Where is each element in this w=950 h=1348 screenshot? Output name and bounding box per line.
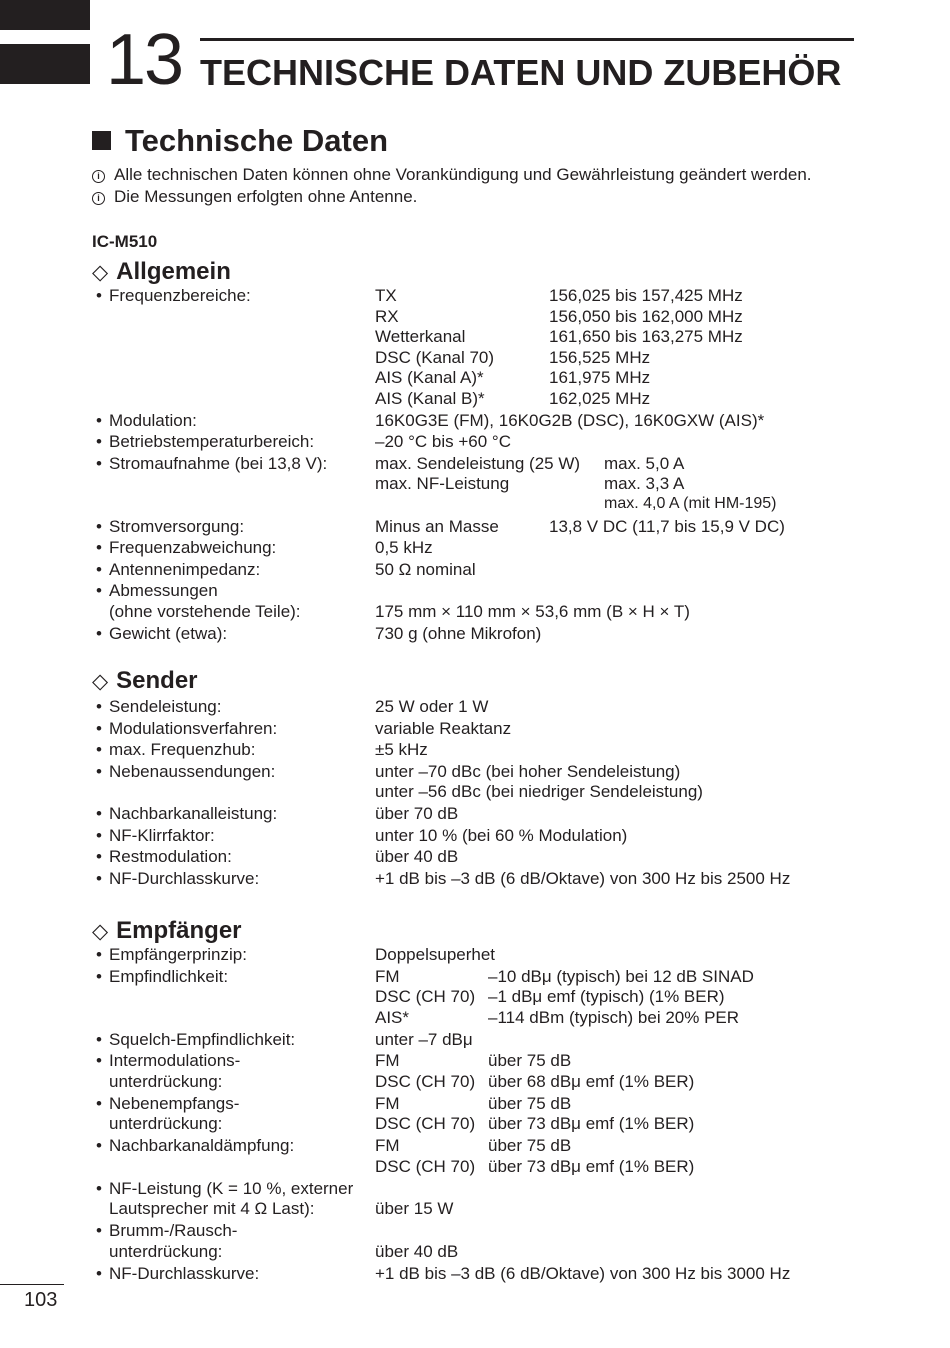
spec-row xyxy=(96,1221,876,1242)
spec-value: max. NF-Leistung xyxy=(375,474,510,493)
spec-label: Gewicht (etwa): xyxy=(109,623,228,643)
spec-label: Frequenzbereiche: xyxy=(109,286,251,305)
spec-label: Empfindlichkeit: xyxy=(109,966,229,986)
spec-key: AIS* xyxy=(375,1007,410,1027)
spec-label: (ohne vorstehende Teile): xyxy=(109,601,301,621)
spec-row xyxy=(96,1136,876,1157)
bullet-icon: • xyxy=(96,453,102,473)
bullet-icon: • xyxy=(96,538,102,557)
freq-key: Wetterkanal xyxy=(375,327,466,346)
spec-block-allgemein xyxy=(96,286,876,645)
spec-key: FM xyxy=(375,966,400,986)
bullet-icon: • xyxy=(96,868,102,888)
spec-row xyxy=(96,432,876,454)
diamond-icon: ◇ xyxy=(92,261,109,284)
spec-key: FM xyxy=(375,1093,400,1113)
notes xyxy=(92,164,812,208)
spec-row xyxy=(96,495,876,517)
spec-label: NF-Klirrfaktor: xyxy=(109,825,215,845)
spec-label: Stromversorgung: xyxy=(109,516,245,536)
bullet-icon: • xyxy=(96,1093,102,1113)
spec-row xyxy=(96,762,876,783)
spec-value: über 40 dB xyxy=(375,847,459,866)
bullet-icon: • xyxy=(96,286,102,305)
spec-row xyxy=(96,1242,876,1264)
spec-key: FM xyxy=(375,1136,400,1155)
spec-block-empfaenger xyxy=(96,945,876,1285)
freq-value: 161,650 bis 163,275 MHz xyxy=(549,327,743,346)
spec-value: 16K0G3E (FM), 16K0G2B (DSC), 16K0GXW (AIS)* xyxy=(375,410,765,430)
spec-value: über 75 dB xyxy=(488,1051,572,1070)
spec-value: über 15 W xyxy=(375,1199,454,1218)
spec-value: +1 dB bis –3 dB (6 dB/Oktave) von 300 Hz bis 3000 Hz xyxy=(375,1263,791,1283)
page-number: 103 xyxy=(24,1289,58,1311)
spec-label: Lautsprecher mit 4 Ω Last): xyxy=(109,1199,315,1218)
chapter-tab-upper xyxy=(0,0,90,30)
subheading-sender xyxy=(92,667,198,696)
spec-row xyxy=(96,740,876,762)
spec-row xyxy=(96,368,876,389)
note-text: Alle technischen Daten können ohne Vorankündigung und Gewährleistung geändert werden. xyxy=(114,165,812,184)
spec-value: Doppelsuperhet xyxy=(375,945,496,964)
spec-value: über 40 dB xyxy=(375,1241,459,1261)
bullet-icon: • xyxy=(96,825,102,845)
spec-label: Stromaufnahme (bei 13,8 V): xyxy=(109,453,328,473)
spec-value: ±5 kHz xyxy=(375,740,428,759)
chapter-tab-lower xyxy=(0,44,90,84)
bullet-icon: • xyxy=(96,1178,102,1198)
spec-key: DSC (CH 70) xyxy=(375,1114,476,1133)
spec-row xyxy=(96,869,876,891)
spec-key: DSC (CH 70) xyxy=(375,1156,476,1176)
chapter-title: TECHNISCHE DATEN UND ZUBEHÖR xyxy=(200,52,842,93)
spec-row xyxy=(96,517,876,539)
spec-value: 175 mm × 110 mm × 53,6 mm (B × H × T) xyxy=(375,601,690,621)
bullet-icon: • xyxy=(96,516,102,536)
spec-label: Modulationsverfahren: xyxy=(109,718,278,738)
spec-value: 13,8 V DC (11,7 bis 15,9 V DC) xyxy=(549,516,785,536)
note xyxy=(92,164,812,186)
bullet-icon: • xyxy=(96,559,102,579)
spec-label: Nebenaussendungen: xyxy=(109,761,276,781)
spec-label: unterdrückung: xyxy=(109,1114,223,1133)
bullet-icon: • xyxy=(96,804,102,823)
spec-row xyxy=(96,286,876,307)
spec-value: unter –70 dBc (bei hoher Sendeleistung) xyxy=(375,761,681,781)
freq-value: 156,050 bis 162,000 MHz xyxy=(549,306,743,326)
spec-row xyxy=(96,1199,876,1221)
bullet-icon: • xyxy=(96,847,102,866)
bullet-icon: • xyxy=(96,945,102,964)
bullet-icon: • xyxy=(96,1136,102,1155)
chapter-rule xyxy=(200,38,854,41)
bullet-icon: • xyxy=(96,697,102,716)
spec-row xyxy=(96,1094,876,1115)
spec-row xyxy=(96,307,876,328)
square-bullet-icon xyxy=(92,131,111,150)
freq-value: 156,025 bis 157,425 MHz xyxy=(549,286,743,305)
spec-value: –10 dBμ (typisch) bei 12 dB SINAD xyxy=(488,966,754,986)
spec-label: Nebenempfangs- xyxy=(109,1093,240,1113)
bullet-icon: • xyxy=(96,432,102,451)
spec-key: DSC (CH 70) xyxy=(375,987,476,1006)
spec-value: unter 10 % (bei 60 % Modulation) xyxy=(375,825,628,845)
spec-value: über 73 dBμ emf (1% BER) xyxy=(488,1156,695,1176)
spec-label: Sendeleistung: xyxy=(109,697,222,716)
spec-value: über 75 dB xyxy=(488,1093,572,1113)
spec-value: 50 Ω nominal xyxy=(375,559,476,579)
spec-value: über 68 dBμ emf (1% BER) xyxy=(488,1071,695,1091)
freq-key: AIS (Kanal B)* xyxy=(375,388,485,408)
spec-value: max. 5,0 A xyxy=(604,453,685,473)
freq-key: AIS (Kanal A)* xyxy=(375,368,484,387)
footer-rule xyxy=(0,1284,64,1285)
spec-label: unterdrückung: xyxy=(109,1071,223,1091)
spec-value: +1 dB bis –3 dB (6 dB/Oktave) von 300 Hz bis 2500 Hz xyxy=(375,868,791,888)
bullet-icon: • xyxy=(96,1051,102,1070)
freq-key: TX xyxy=(375,286,397,305)
spec-row xyxy=(96,719,876,741)
bullet-icon: • xyxy=(96,966,102,986)
spec-value: unter –56 dBc (bei niedriger Sendeleistung) xyxy=(375,782,703,801)
spec-row xyxy=(96,1264,876,1286)
freq-value: 162,025 MHz xyxy=(549,388,651,408)
spec-label: Modulation: xyxy=(109,410,197,430)
spec-value: 25 W oder 1 W xyxy=(375,697,489,716)
spec-value: 730 g (ohne Mikrofon) xyxy=(375,623,542,643)
bullet-icon: • xyxy=(96,718,102,738)
spec-label: Restmodulation: xyxy=(109,847,232,866)
spec-row xyxy=(96,987,876,1008)
subheading-allgemein xyxy=(92,258,231,287)
note-text: Die Messungen erfolgten ohne Antenne. xyxy=(114,187,418,206)
spec-label: NF-Durchlasskurve: xyxy=(109,868,260,888)
bullet-icon: • xyxy=(96,581,102,600)
spec-value: max. 4,0 A (mit HM-195) xyxy=(604,494,777,512)
spec-row xyxy=(96,327,876,348)
freq-value: 156,525 MHz xyxy=(549,347,651,367)
spec-label: Abmessungen xyxy=(109,581,218,600)
subheading-empfaenger xyxy=(92,917,242,946)
spec-row xyxy=(96,782,876,804)
spec-label: NF-Durchlasskurve: xyxy=(109,1263,260,1283)
spec-row xyxy=(96,1114,876,1136)
bullet-icon: • xyxy=(96,1029,102,1049)
spec-block-sender xyxy=(96,697,876,890)
spec-label: Nachbarkanaldämpfung: xyxy=(109,1136,295,1155)
spec-label: Antennenimpedanz: xyxy=(109,559,261,579)
spec-row xyxy=(96,1051,876,1072)
spec-row xyxy=(96,1179,876,1200)
note xyxy=(92,186,812,208)
info-icon: i xyxy=(92,170,105,183)
spec-label: Brumm-/Rausch- xyxy=(109,1221,238,1240)
spec-label: NF-Leistung (K = 10 %, externer xyxy=(109,1178,354,1198)
spec-row xyxy=(96,454,876,475)
bullet-icon: • xyxy=(96,740,102,759)
spec-label: Intermodulations- xyxy=(109,1051,241,1070)
spec-value: unter –7 dBμ xyxy=(375,1029,473,1049)
spec-row xyxy=(96,847,876,869)
subheading-text: Allgemein xyxy=(116,258,231,285)
spec-label: Betriebstemperaturbereich: xyxy=(109,432,315,451)
spec-row xyxy=(96,624,876,646)
spec-value: max. Sendeleistung (25 W) xyxy=(375,453,581,473)
chapter-number: 13 xyxy=(106,20,183,100)
subheading-text: Sender xyxy=(116,667,198,694)
spec-value: 0,5 kHz xyxy=(375,538,433,557)
spec-row xyxy=(96,348,876,369)
spec-row xyxy=(96,538,876,560)
spec-label: max. Frequenzhub: xyxy=(109,740,256,759)
spec-key: FM xyxy=(375,1051,400,1070)
spec-value: über 75 dB xyxy=(488,1136,572,1155)
bullet-icon: • xyxy=(96,623,102,643)
spec-row xyxy=(96,560,876,582)
spec-value: variable Reaktanz xyxy=(375,718,512,738)
spec-label: Frequenzabweichung: xyxy=(109,538,277,557)
spec-row xyxy=(96,945,876,967)
spec-key: DSC (CH 70) xyxy=(375,1071,476,1091)
spec-row xyxy=(96,967,876,988)
spec-label: Empfängerprinzip: xyxy=(109,945,247,964)
diamond-icon: ◇ xyxy=(92,920,109,943)
spec-value: –114 dBm (typisch) bei 20% PER xyxy=(488,1007,740,1027)
spec-value: –1 dBμ emf (typisch) (1% BER) xyxy=(488,987,725,1006)
info-icon: i xyxy=(92,192,105,205)
spec-value: über 70 dB xyxy=(375,804,459,823)
spec-row xyxy=(96,1030,876,1052)
bullet-icon: • xyxy=(96,1221,102,1240)
section-title xyxy=(92,123,388,159)
diamond-icon: ◇ xyxy=(92,670,109,693)
spec-label: Nachbarkanalleistung: xyxy=(109,804,278,823)
freq-key: DSC (Kanal 70) xyxy=(375,347,495,367)
bullet-icon: • xyxy=(96,1263,102,1283)
spec-row xyxy=(96,411,876,433)
spec-row xyxy=(96,474,876,495)
spec-value: max. 3,3 A xyxy=(604,474,685,493)
bullet-icon: • xyxy=(96,410,102,430)
spec-value: Minus an Masse xyxy=(375,516,499,536)
spec-row xyxy=(96,389,876,411)
model-name: IC-M510 xyxy=(92,232,158,251)
spec-row xyxy=(96,1157,876,1179)
freq-value: 161,975 MHz xyxy=(549,368,651,387)
spec-row xyxy=(96,1008,876,1030)
section-title-text: Technische Daten xyxy=(125,123,389,158)
bullet-icon: • xyxy=(96,761,102,781)
spec-row xyxy=(96,1072,876,1094)
spec-row xyxy=(96,804,876,826)
freq-key: RX xyxy=(375,306,399,326)
spec-row xyxy=(96,581,876,602)
spec-label: unterdrückung: xyxy=(109,1241,223,1261)
spec-row xyxy=(96,697,876,719)
spec-row xyxy=(96,826,876,848)
subheading-text: Empfänger xyxy=(116,917,242,944)
spec-value: über 73 dBμ emf (1% BER) xyxy=(488,1114,695,1133)
spec-value: –20 °C bis +60 °C xyxy=(375,432,511,451)
spec-row xyxy=(96,602,876,624)
spec-label: Squelch-Empfindlichkeit: xyxy=(109,1029,296,1049)
